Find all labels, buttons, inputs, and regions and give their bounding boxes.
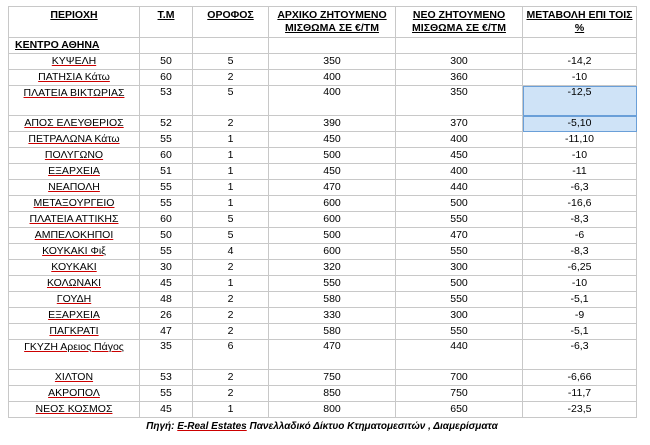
cell-sqm[interactable]: 45 — [140, 402, 193, 418]
cell-change[interactable]: -11,7 — [523, 386, 637, 402]
cell-new-rent[interactable]: 450 — [396, 148, 523, 164]
cell-sqm[interactable]: 30 — [140, 260, 193, 276]
table-cell[interactable] — [193, 38, 269, 54]
cell-initial-rent[interactable]: 750 — [269, 370, 396, 386]
cell-initial-rent[interactable]: 600 — [269, 244, 396, 260]
cell-area[interactable]: ΑΚΡΟΠΟΛ — [9, 386, 140, 402]
cell-new-rent[interactable]: 360 — [396, 70, 523, 86]
cell-initial-rent[interactable]: 400 — [269, 86, 396, 116]
table-row — [9, 340, 637, 370]
cell-change[interactable]: -16,6 — [523, 196, 637, 212]
cell-floor[interactable]: 2 — [193, 324, 269, 340]
table-row — [9, 180, 637, 196]
cell-sqm[interactable]: 52 — [140, 116, 193, 132]
cell-change[interactable]: -10 — [523, 148, 637, 164]
cell-area[interactable]: ΠΑΤΗΣΙΑ Κάτω — [9, 70, 140, 86]
cell-change[interactable]: -8,3 — [523, 244, 637, 260]
cell-initial-rent[interactable]: 400 — [269, 70, 396, 86]
cell-new-rent[interactable]: 550 — [396, 292, 523, 308]
cell-sqm[interactable]: 35 — [140, 340, 193, 370]
cell-area[interactable]: ΠΛΑΤΕΙΑ ΑΤΤΙΚΗΣ — [9, 212, 140, 228]
cell-sqm[interactable]: 45 — [140, 276, 193, 292]
cell-change[interactable]: -10 — [523, 70, 637, 86]
cell-area[interactable]: ΜΕΤΑΞΟΥΡΓΕΙΟ — [9, 196, 140, 212]
cell-sqm[interactable]: 55 — [140, 244, 193, 260]
cell-new-rent[interactable]: 400 — [396, 164, 523, 180]
cell-sqm[interactable]: 55 — [140, 196, 193, 212]
table-row — [9, 164, 637, 180]
cell-change[interactable]: -11 — [523, 164, 637, 180]
cell-sqm[interactable]: 26 — [140, 308, 193, 324]
cell-sqm[interactable]: 55 — [140, 386, 193, 402]
cell-sqm[interactable]: 51 — [140, 164, 193, 180]
header-area[interactable]: ΠΕΡΙΟΧΗ — [9, 7, 140, 38]
cell-change[interactable]: -6,25 — [523, 260, 637, 276]
cell-change[interactable]: -9 — [523, 308, 637, 324]
cell-new-rent[interactable]: 750 — [396, 386, 523, 402]
cell-floor[interactable]: 1 — [193, 148, 269, 164]
cell-new-rent[interactable]: 370 — [396, 116, 523, 132]
cell-initial-rent[interactable]: 450 — [269, 132, 396, 148]
table-row — [9, 260, 637, 276]
cell-change[interactable]: -5,1 — [523, 292, 637, 308]
cell-sqm[interactable]: 50 — [140, 228, 193, 244]
cell-sqm[interactable]: 48 — [140, 292, 193, 308]
cell-area[interactable]: ΚΟΥΚΑΚΙ Φιξ — [9, 244, 140, 260]
table-row — [9, 212, 637, 228]
cell-initial-rent[interactable]: 550 — [269, 276, 396, 292]
cell-initial-rent[interactable]: 470 — [269, 180, 396, 196]
source-rest: Πανελλαδικό Δίκτυο Κτηματομεσιτών , Διαμερίσματα — [249, 421, 498, 432]
cell-sqm[interactable]: 60 — [140, 70, 193, 86]
cell-area[interactable]: ΕΞΑΡΧΕΙΑ — [9, 308, 140, 324]
rental-change-sheet — [8, 6, 636, 418]
cell-area[interactable]: ΧΙΛΤΟΝ — [9, 370, 140, 386]
cell-floor[interactable]: 6 — [193, 340, 269, 370]
header-floor[interactable]: ΟΡΟΦΟΣ — [193, 7, 269, 38]
header-change[interactable]: ΜΕΤΑΒΟΛΗ ΕΠΙ ΤΟΙΣ % — [523, 7, 637, 38]
cell-sqm[interactable]: 60 — [140, 212, 193, 228]
cell-area[interactable]: ΠΕΤΡΑΛΩΝΑ Κάτω — [9, 132, 140, 148]
cell-sqm[interactable]: 53 — [140, 86, 193, 116]
cell-change[interactable]: -14,2 — [523, 54, 637, 70]
cell-sqm[interactable]: 60 — [140, 148, 193, 164]
table-row — [9, 244, 637, 260]
cell-initial-rent[interactable]: 800 — [269, 402, 396, 418]
table-row — [9, 386, 637, 402]
cell-floor[interactable]: 1 — [193, 164, 269, 180]
table-row — [9, 276, 637, 292]
cell-initial-rent[interactable]: 500 — [269, 148, 396, 164]
cell-initial-rent[interactable]: 470 — [269, 340, 396, 370]
cell-new-rent[interactable]: 550 — [396, 244, 523, 260]
table-cell[interactable] — [140, 38, 193, 54]
cell-floor[interactable]: 2 — [193, 386, 269, 402]
table-row — [9, 116, 637, 132]
table-cell[interactable] — [523, 38, 637, 54]
table-cell[interactable] — [396, 38, 523, 54]
cell-new-rent[interactable]: 700 — [396, 370, 523, 386]
cell-area[interactable]: ΓΚΥΖΗ Αρειος Πάγος — [9, 340, 140, 370]
table-header — [9, 7, 637, 38]
cell-initial-rent[interactable]: 580 — [269, 324, 396, 340]
cell-initial-rent[interactable]: 320 — [269, 260, 396, 276]
cell-area[interactable]: ΕΞΑΡΧΕΙΑ — [9, 164, 140, 180]
cell-change[interactable]: -11,10 — [523, 132, 637, 148]
cell-change[interactable]: -6 — [523, 228, 637, 244]
cell-floor[interactable]: 2 — [193, 308, 269, 324]
cell-change[interactable]: -5,10 — [523, 116, 637, 132]
cell-initial-rent[interactable]: 600 — [269, 212, 396, 228]
cell-sqm[interactable]: 47 — [140, 324, 193, 340]
cell-initial-rent[interactable]: 390 — [269, 116, 396, 132]
header-new-rent[interactable]: ΝΕΟ ΖΗΤΟΥΜΕΝΟ ΜΙΣΘΩΜΑ ΣΕ €/ΤΜ — [396, 7, 523, 38]
table-row — [9, 86, 637, 116]
cell-new-rent[interactable]: 440 — [396, 180, 523, 196]
cell-floor[interactable]: 5 — [193, 228, 269, 244]
cell-area[interactable]: ΝΕΑΠΟΛΗ — [9, 180, 140, 196]
cell-initial-rent[interactable]: 600 — [269, 196, 396, 212]
cell-change[interactable]: -6,3 — [523, 340, 637, 370]
cell-floor[interactable]: 5 — [193, 86, 269, 116]
cell-sqm[interactable]: 50 — [140, 54, 193, 70]
cell-floor[interactable]: 2 — [193, 116, 269, 132]
region-label[interactable]: ΚΕΝΤΡΟ ΑΘΗΝΑ — [9, 38, 140, 54]
source-prefix: Πηγή: — [146, 421, 175, 432]
source-brand: E-Real Estates — [177, 421, 247, 432]
cell-area[interactable]: ΓΟΥΔΗ — [9, 292, 140, 308]
table-row — [9, 370, 637, 386]
cell-initial-rent[interactable]: 850 — [269, 386, 396, 402]
cell-floor[interactable]: 2 — [193, 260, 269, 276]
table-row — [9, 402, 637, 418]
cell-floor[interactable]: 1 — [193, 196, 269, 212]
cell-new-rent[interactable]: 440 — [396, 340, 523, 370]
header-initial-rent[interactable]: ΑΡΧΙΚΟ ΖΗΤΟΥΜΕΝΟ ΜΙΣΘΩΜΑ ΣΕ €/ΤΜ — [269, 7, 396, 38]
cell-new-rent[interactable]: 500 — [396, 276, 523, 292]
cell-area[interactable]: ΑΜΠΕΛΟΚΗΠΟΙ — [9, 228, 140, 244]
cell-floor[interactable]: 4 — [193, 244, 269, 260]
cell-floor[interactable]: 1 — [193, 180, 269, 196]
cell-new-rent[interactable]: 650 — [396, 402, 523, 418]
cell-area[interactable]: ΚΟΛΩΝΑΚΙ — [9, 276, 140, 292]
cell-change[interactable]: -8,3 — [523, 212, 637, 228]
table-row — [9, 308, 637, 324]
cell-initial-rent[interactable]: 580 — [269, 292, 396, 308]
cell-sqm[interactable]: 55 — [140, 132, 193, 148]
header-sqm[interactable]: Τ.Μ — [140, 7, 193, 38]
cell-new-rent[interactable]: 550 — [396, 324, 523, 340]
region-row — [9, 38, 637, 54]
table-row — [9, 196, 637, 212]
cell-new-rent[interactable]: 300 — [396, 308, 523, 324]
cell-initial-rent[interactable]: 330 — [269, 308, 396, 324]
cell-change[interactable]: -12,5 — [523, 86, 637, 116]
cell-sqm[interactable]: 55 — [140, 180, 193, 196]
table-row — [9, 292, 637, 308]
cell-floor[interactable]: 2 — [193, 370, 269, 386]
table-row — [9, 324, 637, 340]
cell-change[interactable]: -6,3 — [523, 180, 637, 196]
cell-area[interactable]: ΚΟΥΚΑΚΙ — [9, 260, 140, 276]
table-row — [9, 70, 637, 86]
table-body — [9, 38, 637, 418]
cell-area[interactable]: ΚΥΨΕΛΗ — [9, 54, 140, 70]
cell-initial-rent[interactable]: 350 — [269, 54, 396, 70]
cell-new-rent[interactable]: 400 — [396, 132, 523, 148]
cell-change[interactable]: -5,1 — [523, 324, 637, 340]
cell-area[interactable]: ΠΟΛΥΓΩΝΟ — [9, 148, 140, 164]
cell-change[interactable]: -10 — [523, 276, 637, 292]
cell-new-rent[interactable]: 300 — [396, 260, 523, 276]
cell-new-rent[interactable]: 500 — [396, 196, 523, 212]
cell-sqm[interactable]: 53 — [140, 370, 193, 386]
cell-area[interactable]: ΠΛΑΤΕΙΑ ΒΙΚΤΩΡΙΑΣ — [9, 86, 140, 116]
cell-area[interactable]: ΝΕΟΣ ΚΟΣΜΟΣ — [9, 402, 140, 418]
cell-new-rent[interactable]: 470 — [396, 228, 523, 244]
cell-change[interactable]: -6,66 — [523, 370, 637, 386]
cell-floor[interactable]: 1 — [193, 276, 269, 292]
table-row — [9, 148, 637, 164]
cell-new-rent[interactable]: 550 — [396, 212, 523, 228]
cell-new-rent[interactable]: 300 — [396, 54, 523, 70]
cell-initial-rent[interactable]: 450 — [269, 164, 396, 180]
cell-initial-rent[interactable]: 500 — [269, 228, 396, 244]
source-note — [8, 421, 636, 432]
cell-floor[interactable]: 5 — [193, 54, 269, 70]
rent-table — [8, 6, 637, 418]
cell-new-rent[interactable]: 350 — [396, 86, 523, 116]
cell-floor[interactable]: 2 — [193, 292, 269, 308]
table-row — [9, 54, 637, 70]
cell-area[interactable]: ΠΑΓΚΡΑΤΙ — [9, 324, 140, 340]
cell-floor[interactable]: 5 — [193, 212, 269, 228]
table-row — [9, 228, 637, 244]
cell-floor[interactable]: 1 — [193, 402, 269, 418]
cell-floor[interactable]: 2 — [193, 70, 269, 86]
cell-floor[interactable]: 1 — [193, 132, 269, 148]
table-row — [9, 132, 637, 148]
cell-area[interactable]: ΑΠΟΣ ΕΛΕΥΘΕΡΙΟΣ — [9, 116, 140, 132]
table-cell[interactable] — [269, 38, 396, 54]
cell-change[interactable]: -23,5 — [523, 402, 637, 418]
